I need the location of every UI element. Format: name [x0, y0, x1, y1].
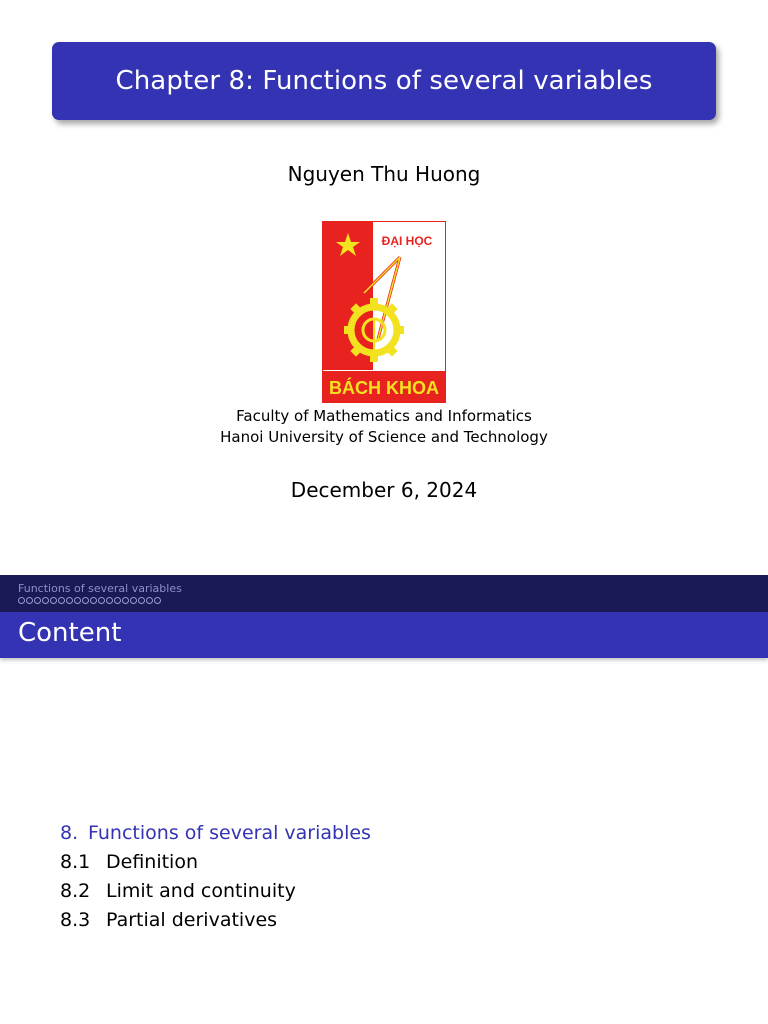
nav-dot[interactable] — [50, 597, 57, 604]
slide-title: Chapter 8: Functions of several variables — [115, 66, 653, 96]
nav-dot[interactable] — [154, 597, 161, 604]
toc-section-number: 8. — [60, 822, 79, 844]
nav-dot[interactable] — [106, 597, 113, 604]
navigation-dots — [18, 597, 161, 604]
presentation-date: December 6, 2024 — [290, 478, 478, 502]
nav-dot[interactable] — [42, 597, 49, 604]
headline-bar — [0, 575, 768, 612]
nav-dot[interactable] — [66, 597, 73, 604]
nav-dot[interactable] — [34, 597, 41, 604]
author-name: Nguyen Thu Huong — [287, 162, 481, 186]
nav-dot[interactable] — [146, 597, 153, 604]
toc-subsection-label: Partial derivatives — [106, 909, 278, 931]
nav-dot[interactable] — [130, 597, 137, 604]
university-line: Hanoi University of Science and Technology — [220, 427, 548, 446]
svg-text:BÁCH KHOA: BÁCH KHOA — [329, 378, 439, 398]
toc-subsection-number: 8.3 — [60, 909, 91, 931]
frame-title-bar — [0, 612, 768, 658]
toc-section-label: Functions of several variables — [88, 822, 371, 844]
nav-dot[interactable] — [98, 597, 105, 604]
toc-subsection-label: Limit and continuity — [106, 880, 296, 902]
toc-subsection-label: Definition — [106, 851, 199, 873]
toc-section[interactable] — [60, 819, 371, 848]
title-box — [52, 42, 716, 120]
toc-subsection-number: 8.2 — [60, 880, 91, 902]
toc-subsection[interactable] — [60, 848, 371, 877]
frame-title: Content — [18, 618, 122, 648]
institution — [0, 406, 768, 447]
university-logo — [322, 221, 446, 403]
nav-dot[interactable] — [114, 597, 121, 604]
nav-dot[interactable] — [90, 597, 97, 604]
nav-dot[interactable] — [82, 597, 89, 604]
toc-subsection[interactable] — [60, 877, 371, 906]
toc-subsection-number: 8.1 — [60, 851, 91, 873]
toc-subsection[interactable] — [60, 906, 371, 935]
nav-dot[interactable] — [138, 597, 145, 604]
svg-text:ĐẠI HỌC: ĐẠI HỌC — [381, 234, 433, 248]
nav-dot[interactable] — [122, 597, 129, 604]
content-slide — [0, 575, 768, 1024]
nav-dot[interactable] — [26, 597, 33, 604]
nav-dot[interactable] — [18, 597, 25, 604]
table-of-contents — [60, 819, 371, 935]
nav-dot[interactable] — [74, 597, 81, 604]
nav-dot[interactable] — [58, 597, 65, 604]
headline-section-title[interactable]: Functions of several variables — [18, 582, 182, 595]
faculty-line: Faculty of Mathematics and Informatics — [236, 407, 532, 425]
